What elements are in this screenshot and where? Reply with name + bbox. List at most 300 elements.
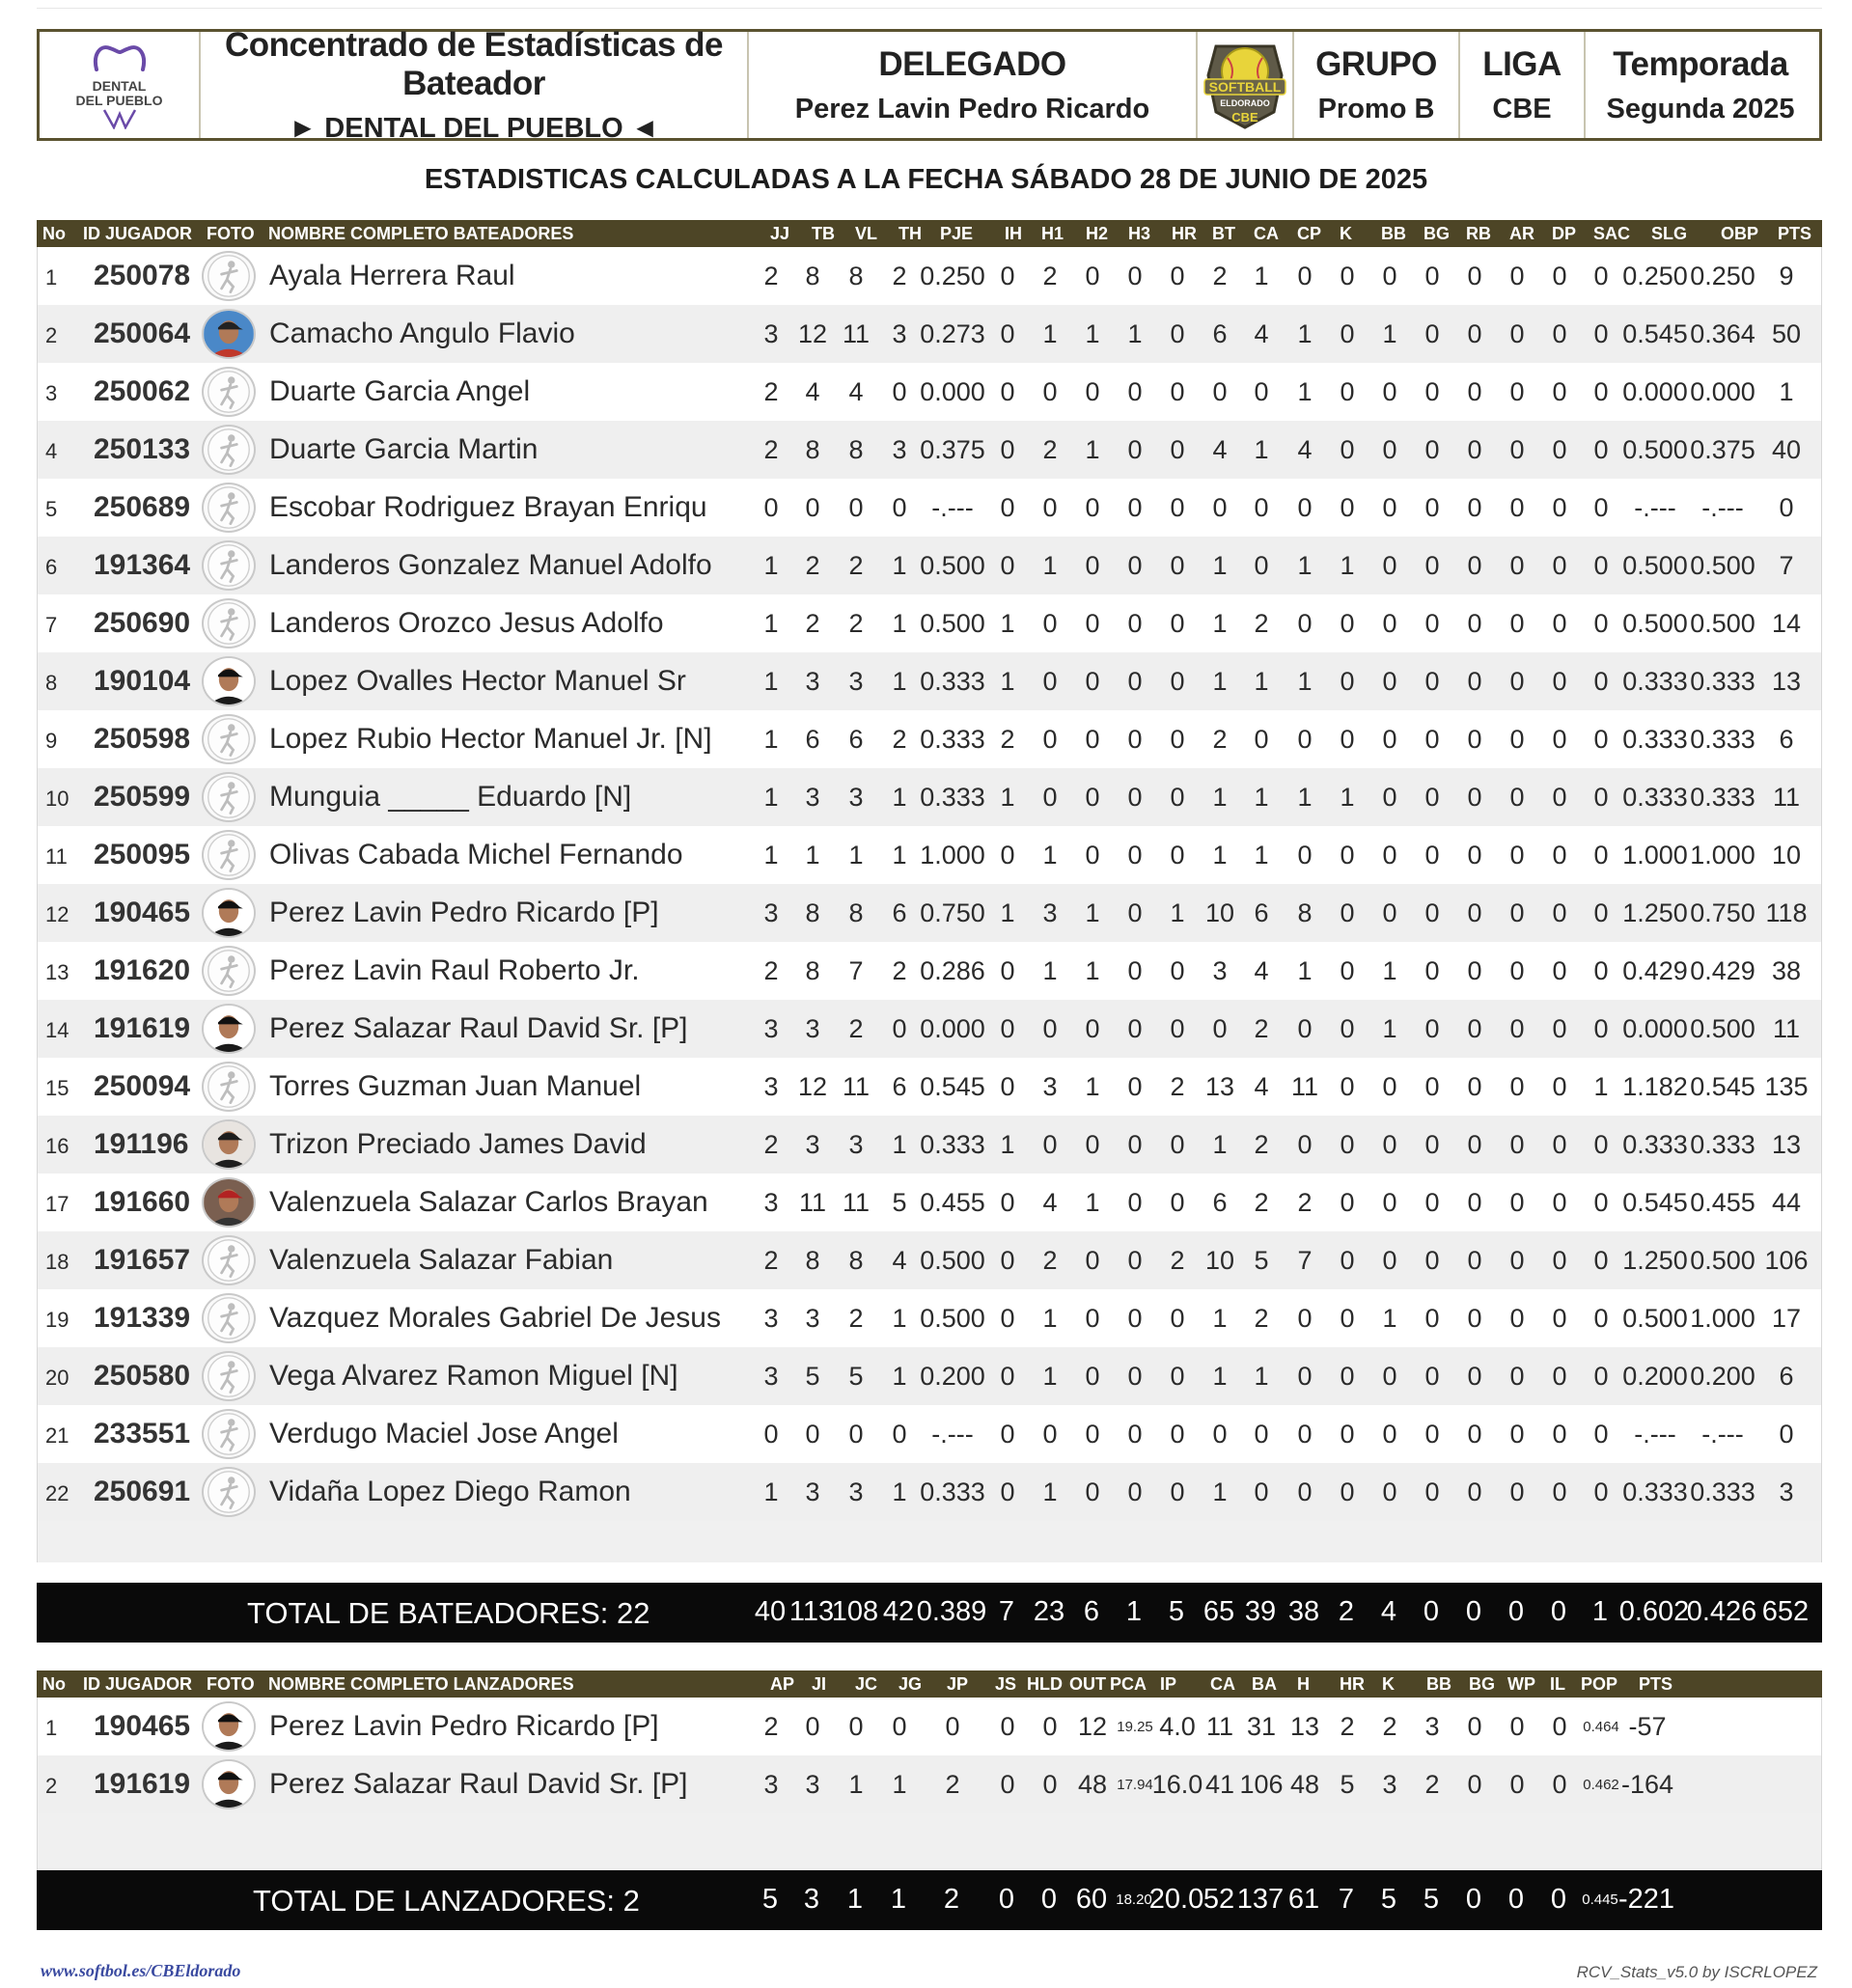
league-logo	[1198, 32, 1294, 138]
batter-stat-7: 0	[1085, 377, 1100, 406]
batter-stat-5: 0	[1000, 319, 1015, 348]
batter-stat-20: 0.429	[1622, 956, 1688, 985]
batter-stat-16: 0	[1467, 1246, 1482, 1275]
liga-label: LIGA	[1482, 44, 1562, 83]
batter-stat-7: 0	[1085, 841, 1100, 870]
batter-stat-2: 5	[848, 1362, 864, 1391]
batter-stat-3: 1	[892, 551, 907, 580]
total-stat-19: 1	[1591, 1596, 1609, 1627]
total-stat-6: 0	[1040, 1884, 1058, 1915]
batter-stat-5: 0	[1000, 377, 1015, 406]
batter-stat-0: 3	[763, 1362, 779, 1391]
pitcher-stat-18: 0	[1552, 1770, 1567, 1799]
total-stat-14: 5	[1380, 1884, 1397, 1915]
col-header-ji: JI	[812, 1674, 827, 1694]
player-placeholder-icon	[202, 425, 256, 475]
col-header-js: JS	[995, 1674, 1017, 1694]
batter-stat-20: 0.000	[1622, 1014, 1688, 1043]
batter-stat-20: -.---	[1634, 493, 1676, 522]
batter-stat-21: 0.500	[1690, 1014, 1755, 1043]
total-stat-5: 7	[998, 1596, 1015, 1627]
batter-stat-3: 0	[892, 1014, 907, 1043]
player-id: 191620	[94, 954, 191, 986]
batter-stat-4: 0.455	[920, 1188, 985, 1217]
batter-stat-7: 0	[1085, 493, 1100, 522]
batter-stat-12: 0	[1297, 1420, 1313, 1449]
batter-stat-10: 0	[1212, 493, 1228, 522]
batting-table-header	[37, 220, 1822, 247]
batter-stat-12: 0	[1297, 1304, 1313, 1333]
batter-stat-19: 0	[1593, 667, 1609, 696]
batter-stat-11: 1	[1254, 262, 1269, 290]
footer-site-link[interactable]: www.softbol.es/CBEldorado	[41, 1961, 241, 1980]
batter-stat-9: 0	[1170, 609, 1185, 638]
batter-stat-18: 0	[1552, 1246, 1567, 1275]
row-number: 21	[45, 1423, 69, 1448]
pitcher-stat-19: 0.464	[1583, 1719, 1619, 1735]
row-number: 19	[45, 1308, 69, 1332]
batter-stat-8: 0	[1127, 783, 1143, 812]
batter-stat-2: 4	[848, 377, 864, 406]
pitcher-stat-6: 0	[1042, 1770, 1058, 1799]
player-placeholder-icon	[202, 1409, 256, 1459]
col-header-h: H	[1297, 1674, 1310, 1694]
player-placeholder-icon	[202, 483, 256, 533]
batter-stat-8: 0	[1127, 1188, 1143, 1217]
batter-stat-17: 0	[1509, 783, 1525, 812]
batter-stat-6: 3	[1042, 1072, 1058, 1101]
batter-stat-19: 0	[1593, 609, 1609, 638]
batter-stat-22: 1	[1779, 377, 1794, 406]
batter-stat-11: 0	[1254, 551, 1269, 580]
batter-stat-5: 0	[1000, 841, 1015, 870]
batter-stat-8: 0	[1127, 1246, 1143, 1275]
pitcher-stat-13: 2	[1340, 1712, 1355, 1741]
batter-stat-0: 3	[763, 1188, 779, 1217]
batter-stat-15: 0	[1424, 319, 1440, 348]
batter-stat-5: 1	[1000, 1130, 1015, 1159]
pitcher-stat-0: 3	[763, 1770, 779, 1799]
player-photo	[202, 1701, 256, 1752]
player-name: Perez Salazar Raul David Sr. [P]	[269, 1012, 688, 1044]
pitcher-stat-14: 3	[1382, 1770, 1397, 1799]
batter-stat-2: 2	[848, 1014, 864, 1043]
batter-stat-19: 0	[1593, 956, 1609, 985]
batter-stat-4: 0.200	[920, 1362, 985, 1391]
player-id: 250599	[94, 781, 191, 813]
batter-stat-7: 0	[1085, 1304, 1100, 1333]
pitcher-stat-18: 0	[1552, 1712, 1567, 1741]
batter-stat-16: 0	[1467, 1072, 1482, 1101]
total-stat-9: 20.0	[1148, 1884, 1204, 1915]
batter-stat-10: 1	[1212, 1477, 1228, 1506]
player-name: Escobar Rodriguez Brayan Enriqu	[269, 491, 707, 523]
player-name: Vega Alvarez Ramon Miguel [N]	[269, 1360, 678, 1392]
batter-stat-19: 0	[1593, 1477, 1609, 1506]
batter-stat-2: 8	[848, 1246, 864, 1275]
batter-stat-11: 2	[1254, 1014, 1269, 1043]
col-header-slg: SLG	[1651, 224, 1688, 243]
total-stat-15: 0	[1423, 1596, 1440, 1627]
pitcher-stat-2: 1	[848, 1770, 864, 1799]
player-placeholder-icon	[202, 1293, 256, 1343]
pitcher-stat-1: 0	[805, 1712, 820, 1741]
col-header-jp: JP	[947, 1674, 969, 1694]
batter-stat-4: 0.000	[920, 377, 985, 406]
batter-stat-17: 0	[1509, 956, 1525, 985]
batter-stat-18: 0	[1552, 609, 1567, 638]
batter-stat-7: 1	[1085, 898, 1100, 927]
batter-stat-15: 0	[1424, 725, 1440, 754]
batter-stat-11: 0	[1254, 1420, 1269, 1449]
batter-stat-10: 2	[1212, 725, 1228, 754]
batter-stat-12: 8	[1297, 898, 1313, 927]
pitcher-stat-15: 2	[1424, 1770, 1440, 1799]
batter-stat-19: 0	[1593, 841, 1609, 870]
batter-stat-4: 0.500	[920, 609, 985, 638]
batter-stat-0: 2	[763, 956, 779, 985]
pitcher-stat-17: 0	[1509, 1712, 1525, 1741]
player-placeholder-icon	[202, 367, 256, 417]
batter-stat-4: 0.333	[920, 725, 985, 754]
batter-stat-18: 0	[1552, 377, 1567, 406]
badge-text-mid: ELDORADO	[1220, 98, 1270, 108]
batter-stat-18: 0	[1552, 667, 1567, 696]
total-stat-2: 108	[831, 1596, 879, 1627]
batter-stat-12: 1	[1297, 956, 1313, 985]
batter-stat-11: 1	[1254, 841, 1269, 870]
player-name: Lopez Ovalles Hector Manuel Sr	[269, 665, 686, 697]
pitcher-stat-7: 12	[1077, 1712, 1108, 1741]
pitcher-stat-20: -57	[1628, 1712, 1667, 1741]
batter-stat-14: 0	[1382, 725, 1397, 754]
batter-stat-1: 1	[805, 841, 820, 870]
total-stat-3: 1	[890, 1884, 907, 1915]
batter-stat-6: 0	[1042, 667, 1058, 696]
batter-stat-15: 0	[1424, 667, 1440, 696]
batter-stat-6: 0	[1042, 609, 1058, 638]
batter-stat-1: 8	[805, 435, 820, 464]
batter-stat-10: 13	[1204, 1072, 1235, 1101]
batter-stat-2: 11	[842, 319, 871, 348]
batter-stat-13: 0	[1340, 1420, 1355, 1449]
batter-stat-16: 0	[1467, 1130, 1482, 1159]
batter-stat-8: 0	[1127, 1362, 1143, 1391]
row-number: 18	[45, 1250, 69, 1274]
batter-stat-10: 0	[1212, 377, 1228, 406]
batter-stat-21: 0.750	[1690, 898, 1755, 927]
batter-stat-1: 3	[805, 783, 820, 812]
player-id: 191196	[94, 1128, 189, 1160]
batter-stat-9: 0	[1170, 1420, 1185, 1449]
row-number: 2	[45, 323, 58, 347]
batter-stat-5: 0	[1000, 1188, 1015, 1217]
batter-stat-22: 17	[1771, 1304, 1802, 1333]
batter-stat-14: 0	[1382, 667, 1397, 696]
batter-stat-12: 0	[1297, 841, 1313, 870]
player-name: Verdugo Maciel Jose Angel	[269, 1418, 619, 1450]
batter-stat-21: 1.000	[1690, 841, 1755, 870]
row-number: 17	[45, 1192, 69, 1216]
batter-stat-5: 0	[1000, 1014, 1015, 1043]
batter-stat-3: 1	[892, 1477, 907, 1506]
batter-stat-16: 0	[1467, 435, 1482, 464]
batter-stat-5: 0	[1000, 1362, 1015, 1391]
batter-stat-21: 0.429	[1690, 956, 1755, 985]
batter-stat-22: 11	[1772, 1014, 1801, 1043]
batter-stat-1: 12	[797, 319, 828, 348]
player-placeholder-icon	[202, 830, 256, 880]
batter-stat-15: 0	[1424, 262, 1440, 290]
batter-stat-18: 0	[1552, 841, 1567, 870]
batter-stat-10: 0	[1212, 1014, 1228, 1043]
batter-stat-1: 8	[805, 956, 820, 985]
batter-stat-12: 0	[1297, 1130, 1313, 1159]
col-header-jc: JC	[855, 1674, 878, 1694]
batter-stat-21: 0.333	[1690, 725, 1755, 754]
batter-stat-13: 0	[1340, 841, 1355, 870]
batter-stat-0: 1	[763, 551, 779, 580]
col-header-jg: JG	[898, 1674, 923, 1694]
total-stat-9: 5	[1168, 1596, 1185, 1627]
batter-stat-16: 0	[1467, 1477, 1482, 1506]
header-box	[37, 25, 1822, 144]
batter-stat-7: 0	[1085, 1420, 1100, 1449]
batter-stat-14: 0	[1382, 435, 1397, 464]
batter-stat-22: 13	[1771, 1130, 1802, 1159]
batter-row	[38, 421, 1821, 479]
batter-stat-9: 0	[1170, 319, 1185, 348]
batter-stat-10: 6	[1212, 319, 1228, 348]
total-stat-4: 2	[943, 1884, 960, 1915]
col-header-wp: WP	[1507, 1674, 1535, 1694]
batter-stat-11: 1	[1254, 1362, 1269, 1391]
player-photo	[202, 1004, 256, 1054]
batter-stat-12: 1	[1297, 783, 1313, 812]
total-stat-22: 652	[1761, 1596, 1810, 1627]
batter-stat-13: 0	[1340, 667, 1355, 696]
batter-stat-6: 0	[1042, 1420, 1058, 1449]
col-header-ca: CA	[1254, 224, 1279, 243]
batter-stat-19: 0	[1593, 377, 1609, 406]
batter-stat-1: 12	[797, 1072, 828, 1101]
pitcher-stat-10: 11	[1205, 1712, 1234, 1741]
batter-stat-11: 6	[1254, 898, 1269, 927]
col-header-foto: FOTO	[207, 224, 255, 243]
player-id: 191339	[94, 1302, 191, 1334]
batter-stat-8: 0	[1127, 435, 1143, 464]
pitching-rows	[37, 1698, 1822, 1871]
player-placeholder-icon	[202, 772, 256, 822]
pitcher-stat-16: 0	[1467, 1770, 1482, 1799]
logo-text-line1: DENTAL	[92, 78, 147, 94]
batter-stat-3: 0	[892, 493, 907, 522]
batter-stat-18: 0	[1552, 1420, 1567, 1449]
batter-stat-19: 0	[1593, 1014, 1609, 1043]
total-stat-2: 1	[846, 1884, 864, 1915]
batter-stat-22: 10	[1771, 841, 1802, 870]
pitcher-stat-13: 5	[1340, 1770, 1355, 1799]
batter-stat-20: 0.500	[1622, 435, 1688, 464]
batter-stat-19: 0	[1593, 1246, 1609, 1275]
logo-root-icon	[100, 108, 139, 129]
batter-stat-10: 0	[1212, 1420, 1228, 1449]
batter-stat-0: 3	[763, 319, 779, 348]
batter-stat-10: 6	[1212, 1188, 1228, 1217]
batter-stat-2: 11	[842, 1188, 871, 1217]
batter-stat-4: 0.333	[920, 783, 985, 812]
total-stat-5: 0	[998, 1884, 1015, 1915]
row-number: 7	[45, 613, 58, 637]
batter-stat-17: 0	[1509, 1420, 1525, 1449]
pitcher-stat-19: 0.462	[1583, 1777, 1619, 1793]
batter-stat-11: 0	[1254, 377, 1269, 406]
batter-stat-2: 7	[848, 956, 864, 985]
batter-stat-12: 4	[1297, 435, 1313, 464]
batter-stat-9: 0	[1170, 377, 1185, 406]
batter-stat-12: 0	[1297, 609, 1313, 638]
col-header-hr: HR	[1172, 224, 1197, 243]
batter-stat-15: 0	[1424, 956, 1440, 985]
batter-stat-6: 1	[1042, 319, 1058, 348]
batter-stat-14: 0	[1382, 262, 1397, 290]
batter-stat-18: 0	[1552, 1188, 1567, 1217]
batter-stat-0: 1	[763, 609, 779, 638]
batter-stat-3: 1	[892, 667, 907, 696]
batter-stat-5: 1	[1000, 667, 1015, 696]
logo-text-line2: DEL PUEBLO	[75, 93, 163, 108]
batter-stat-17: 0	[1509, 377, 1525, 406]
batter-stat-20: 0.333	[1622, 1130, 1688, 1159]
batter-stat-1: 6	[805, 725, 820, 754]
batter-stat-0: 3	[763, 1304, 779, 1333]
row-number: 20	[45, 1366, 69, 1390]
batter-stat-12: 0	[1297, 1362, 1313, 1391]
liga-value: CBE	[1492, 93, 1552, 124]
pitcher-stat-17: 0	[1509, 1770, 1525, 1799]
delegado-name: Perez Lavin Pedro Ricardo	[794, 93, 1150, 124]
grupo-cell	[1294, 32, 1460, 138]
batter-stat-5: 0	[1000, 1246, 1015, 1275]
batter-stat-8: 1	[1127, 319, 1143, 348]
batter-stat-5: 1	[1000, 898, 1015, 927]
batter-stat-14: 0	[1382, 493, 1397, 522]
batter-stat-10: 1	[1212, 1130, 1228, 1159]
batter-stat-0: 2	[763, 1246, 779, 1275]
batter-stat-16: 0	[1467, 898, 1482, 927]
batter-stat-11: 0	[1254, 1477, 1269, 1506]
batter-stat-12: 0	[1297, 725, 1313, 754]
player-name: Duarte Garcia Martin	[269, 433, 539, 465]
player-name: Perez Lavin Raul Roberto Jr.	[269, 954, 640, 986]
batter-stat-9: 0	[1170, 1304, 1185, 1333]
batter-stat-14: 1	[1382, 956, 1397, 985]
player-placeholder-icon	[202, 1062, 256, 1112]
batter-stat-18: 0	[1552, 262, 1567, 290]
batter-stat-6: 0	[1042, 725, 1058, 754]
batter-stat-14: 0	[1382, 1246, 1397, 1275]
batter-stat-11: 5	[1254, 1246, 1269, 1275]
batter-stat-15: 0	[1424, 1130, 1440, 1159]
batter-stat-8: 0	[1127, 551, 1143, 580]
batting-rows	[37, 247, 1822, 1562]
col-header-pts: PTS	[1639, 1674, 1673, 1694]
player-name: Valenzuela Salazar Carlos Brayan	[269, 1186, 708, 1218]
batter-stat-1: 8	[805, 262, 820, 290]
pitcher-stat-2: 0	[848, 1712, 864, 1741]
row-number: 9	[45, 729, 58, 753]
player-placeholder-icon	[202, 1235, 256, 1285]
batter-stat-4: 0.500	[920, 1304, 985, 1333]
row-number: 1	[45, 1716, 58, 1740]
pitching-table	[37, 1670, 1822, 1871]
batter-stat-18: 0	[1552, 725, 1567, 754]
pitcher-stat-10: 41	[1204, 1770, 1235, 1799]
batter-stat-12: 1	[1297, 667, 1313, 696]
batter-stat-17: 0	[1509, 493, 1525, 522]
total-stat-20: 0.602	[1618, 1596, 1690, 1627]
batter-stat-13: 0	[1340, 898, 1355, 927]
batter-stat-8: 0	[1127, 1072, 1143, 1101]
batter-stat-21: 0.333	[1690, 1477, 1755, 1506]
batter-stat-20: 0.500	[1622, 1304, 1688, 1333]
batter-stat-4: 0.286	[920, 956, 985, 985]
batter-stat-6: 0	[1042, 377, 1058, 406]
col-header-id-jugador: ID JUGADOR	[83, 224, 193, 243]
col-header-no: No	[42, 1674, 66, 1694]
batter-stat-18: 0	[1552, 319, 1567, 348]
batter-stat-18: 0	[1552, 1130, 1567, 1159]
batter-stat-13: 0	[1340, 609, 1355, 638]
batter-stat-11: 4	[1254, 956, 1269, 985]
batter-stat-8: 0	[1127, 1304, 1143, 1333]
batter-row	[38, 1347, 1821, 1405]
batter-stat-14: 0	[1382, 1420, 1397, 1449]
batter-stat-12: 0	[1297, 493, 1313, 522]
total-stat-17: 0	[1507, 1884, 1525, 1915]
player-id: 190465	[94, 897, 191, 928]
total-stat-12: 61	[1287, 1884, 1320, 1915]
batter-stat-10: 1	[1212, 667, 1228, 696]
col-header-no: No	[42, 224, 66, 243]
batter-stat-18: 0	[1552, 783, 1567, 812]
col-header-bb: BB	[1381, 224, 1406, 243]
total-stat-7: 60	[1075, 1884, 1108, 1915]
col-header-h2: H2	[1086, 224, 1109, 243]
batter-stat-12: 0	[1297, 1014, 1313, 1043]
batter-stat-7: 1	[1085, 1072, 1100, 1101]
col-header-tb: TB	[812, 224, 835, 243]
batter-stat-14: 0	[1382, 1130, 1397, 1159]
player-name: Landeros Orozco Jesus Adolfo	[269, 607, 664, 639]
batter-stat-21: 0.545	[1690, 1072, 1755, 1101]
player-name: Vazquez Morales Gabriel De Jesus	[269, 1302, 721, 1334]
batter-row	[38, 594, 1821, 652]
batter-stat-10: 1	[1212, 783, 1228, 812]
row-number: 12	[45, 902, 69, 926]
total-stat-10: 65	[1202, 1596, 1235, 1627]
batter-stat-9: 0	[1170, 725, 1185, 754]
batter-stat-16: 0	[1467, 1188, 1482, 1217]
batter-stat-22: 0	[1779, 493, 1794, 522]
batter-stat-13: 0	[1340, 377, 1355, 406]
batter-stat-7: 0	[1085, 1014, 1100, 1043]
batter-stat-11: 2	[1254, 1304, 1269, 1333]
temporada-cell	[1586, 32, 1815, 138]
batter-stat-19: 0	[1593, 1420, 1609, 1449]
batter-stat-16: 0	[1467, 841, 1482, 870]
delegado-cell	[749, 32, 1198, 138]
